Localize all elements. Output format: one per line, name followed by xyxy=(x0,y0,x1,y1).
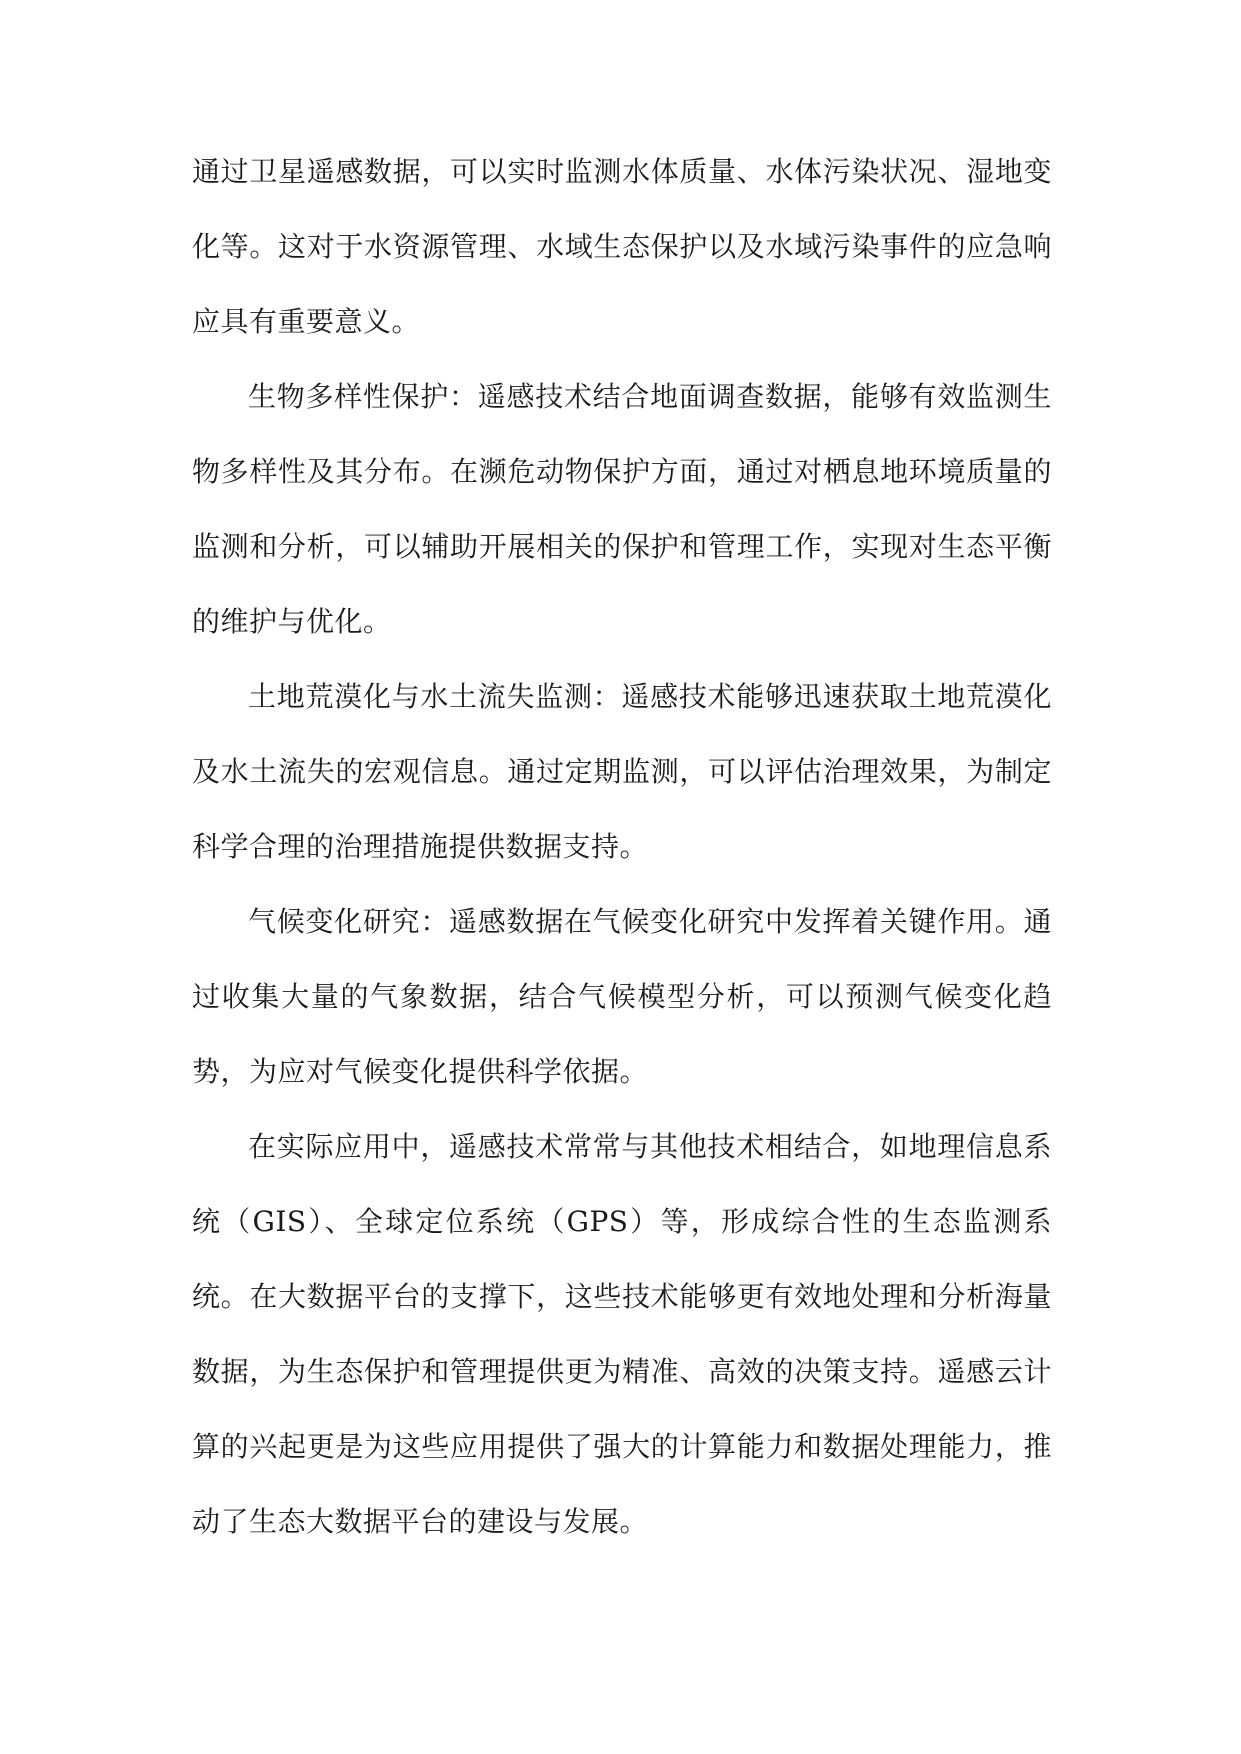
paragraph-integrated-applications: 在实际应用中，遥感技术常常与其他技术相结合，如地理信息系统（GIS）、全球定位系统（GPS）等，形成综合性的生态监测系统。在大数据平台的支撑下，这些技术能够更有效地处理和分析海量数据，为生态保护和管理提供更为精准、高效的决策支持。遥感云计算的兴起更是为这些应用提供了强大的计算能力和数据处理能力，推动了生态大数据平台的建设与发展。 xyxy=(192,1130,1052,1538)
paragraph-biodiversity: 生物多样性保护：遥感技术结合地面调查数据，能够有效监测生物多样性及其分布。在濒危动物保护方面，通过对栖息地环境质量的监测和分析，可以辅助开展相关的保护和管理工作，实现对生态平衡的维护与优化。 xyxy=(192,380,1052,638)
document-body xyxy=(192,134,1052,1559)
paragraph-water-monitoring: 通过卫星遥感数据，可以实时监测水体质量、水体污染状况、湿地变化等。这对于水资源管理、水域生态保护以及水域污染事件的应急响应具有重要意义。 xyxy=(192,155,1052,338)
paragraph-desertification: 土地荒漠化与水土流失监测：遥感技术能够迅速获取土地荒漠化及水土流失的宏观信息。通过定期监测，可以评估治理效果，为制定科学合理的治理措施提供数据支持。 xyxy=(192,680,1052,863)
paragraph-climate-change: 气候变化研究：遥感数据在气候变化研究中发挥着关键作用。通过收集大量的气象数据，结合气候模型分析，可以预测气候变化趋势，为应对气候变化提供科学依据。 xyxy=(192,905,1052,1088)
